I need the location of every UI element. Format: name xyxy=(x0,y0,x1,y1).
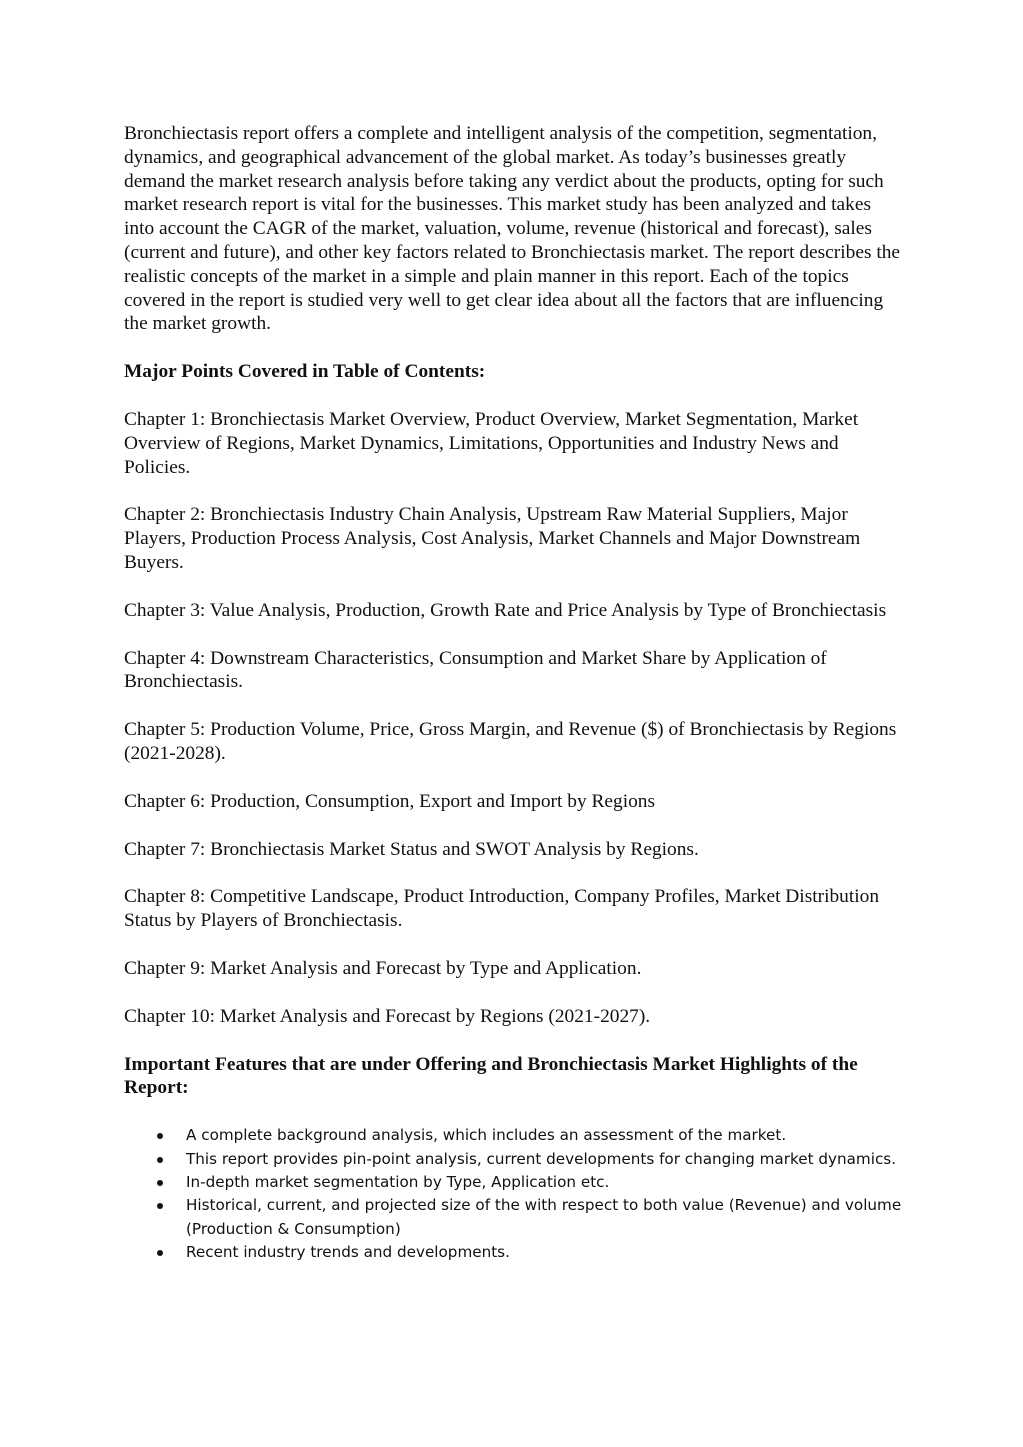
document-page xyxy=(124,122,904,1265)
features-heading: Important Features that are under Offering and Bronchiectasis Market Highlights of the Report: xyxy=(124,1053,858,1099)
list-item-text: Historical, current, and projected size of the with respect to both value (Revenue) and volume (Production & Consumption) xyxy=(186,1196,902,1238)
chapter-6: Chapter 6: Production, Consumption, Export and Import by Regions xyxy=(124,790,656,812)
chapter-2: Chapter 2: Bronchiectasis Industry Chain Analysis, Upstream Raw Material Suppliers, Major Players, Production Process Analysis, Cost Analysis, Market Channels and Major Downstream Buyers. xyxy=(124,504,861,573)
list-item-text: Recent industry trends and developments. xyxy=(186,1243,510,1262)
list-item xyxy=(124,1171,904,1194)
list-item xyxy=(124,1124,904,1147)
list-item-text: This report provides pin-point analysis, current developments for changing market dynamics. xyxy=(186,1149,897,1168)
list-item-text: A complete background analysis, which includes an assessment of the market. xyxy=(186,1126,787,1145)
chapter-10: Chapter 10: Market Analysis and Forecast by Regions (2021-2027). xyxy=(124,1005,651,1027)
chapter-3: Chapter 3: Value Analysis, Production, Growth Rate and Price Analysis by Type of Bronchiectasis xyxy=(124,599,887,621)
bullet-icon xyxy=(157,1133,163,1139)
list-item-text: In-depth market segmentation by Type, Application etc. xyxy=(186,1172,610,1191)
list-item xyxy=(124,1194,904,1241)
chapter-7: Chapter 7: Bronchiectasis Market Status and SWOT Analysis by Regions. xyxy=(124,838,699,860)
chapter-4: Chapter 4: Downstream Characteristics, Consumption and Market Share by Application of Bronchiectasis. xyxy=(124,647,827,693)
chapter-8: Chapter 8: Competitive Landscape, Product Introduction, Company Profiles, Market Distribution Status by Players of Bronchiectasis. xyxy=(124,886,880,932)
features-list xyxy=(124,1124,904,1264)
list-item xyxy=(124,1241,904,1264)
bullet-icon xyxy=(157,1180,163,1186)
bullet-icon xyxy=(157,1157,163,1163)
bullet-icon xyxy=(157,1250,163,1256)
toc-heading: Major Points Covered in Table of Contents: xyxy=(124,361,486,383)
intro-paragraph: Bronchiectasis report offers a complete and intelligent analysis of the competition, segmentation, dynamics, and geographical advancement of the global market. As today’s businesses greatly demand the market research analysis before taking any verdict about the products, opting for such market research report is vital for the businesses. This market study has been analyzed and takes into account the CAGR of the market, valuation, volume, revenue (historical and forecast), sales (current and future), and other key factors related to Bronchiectasis market. The report describes the realistic concepts of the market in a simple and plain manner in this report. Each of the topics covered in the report is studied very well to get clear idea about all the factors that are influencing the market growth. xyxy=(124,123,901,335)
chapter-9: Chapter 9: Market Analysis and Forecast by Type and Application. xyxy=(124,957,642,979)
chapter-5: Chapter 5: Production Volume, Price, Gross Margin, and Revenue ($) of Bronchiectasis by Regions (2021-2028). xyxy=(124,719,897,764)
bullet-icon xyxy=(157,1203,163,1209)
list-item xyxy=(124,1148,904,1171)
chapter-1: Chapter 1: Bronchiectasis Market Overview, Product Overview, Market Segmentation, Market Overview of Regions, Market Dynamics, Limitations, Opportunities and Industry News and Policies. xyxy=(124,408,859,478)
